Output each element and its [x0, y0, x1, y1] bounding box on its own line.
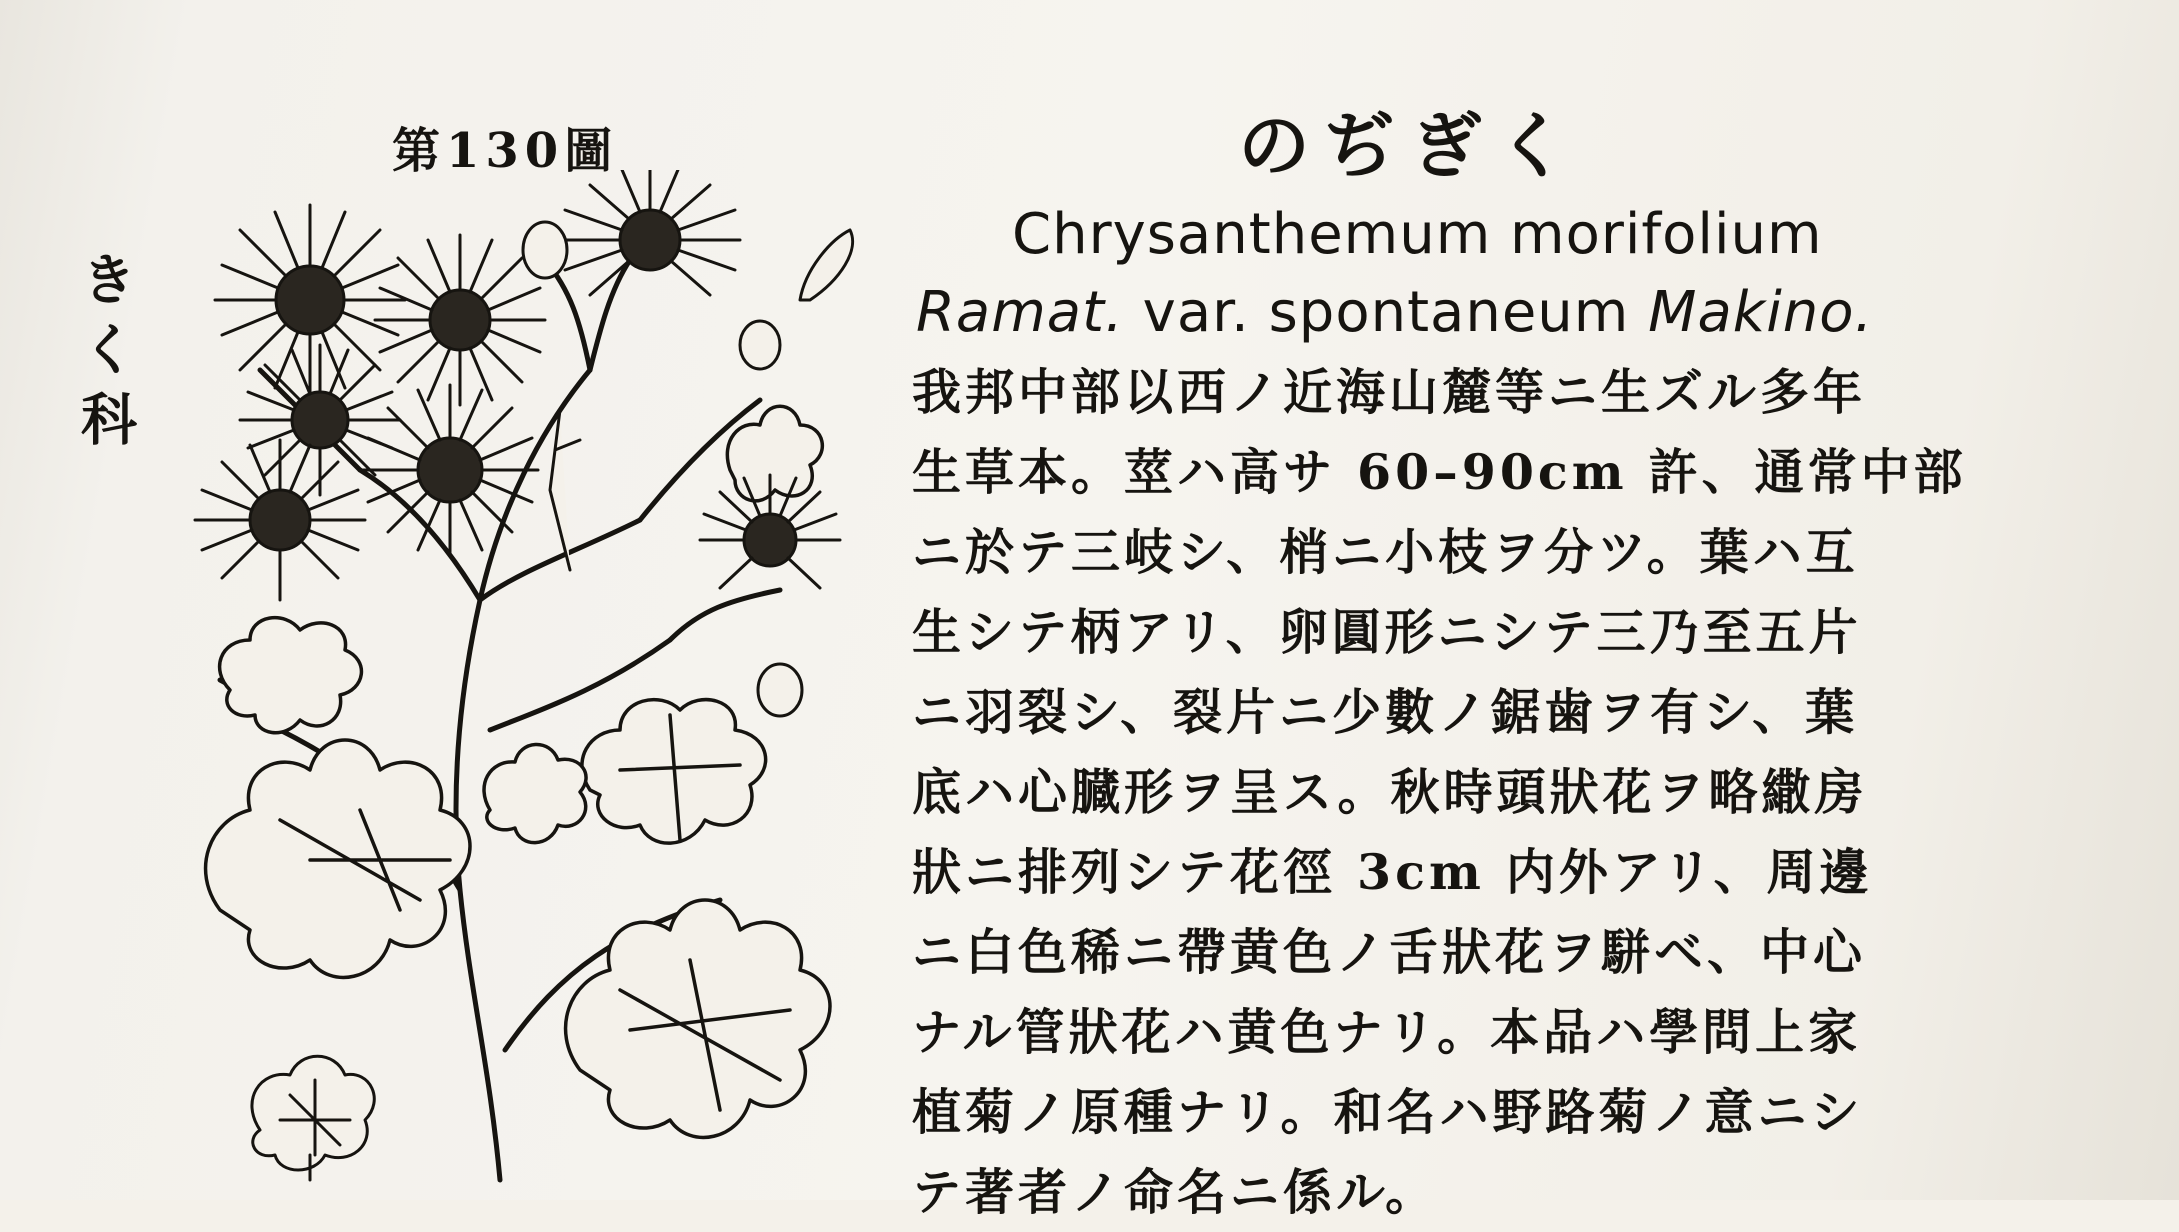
description-line: テ著者ノ命名ニ係ル。: [912, 1163, 1439, 1221]
scientific-name-line1: Chrysanthemum morifolium: [1012, 202, 1823, 267]
author-name: Ramat.: [916, 280, 1124, 345]
description-line: 我邦中部以西ノ近海山麓等ニ生ズル多年: [912, 363, 1867, 421]
description-line: 植菊ノ原種ナリ。和名ハ野路菊ノ意ニシ: [912, 1083, 1864, 1141]
plant-japanese-name: のぢぎく: [1238, 103, 1583, 188]
scientific-name: [916, 196, 1874, 352]
detached-flower: [252, 1056, 374, 1180]
description-line: ニ白色稀ニ帶黄色ノ舌狀花ヲ駢ベ、中心: [912, 923, 1867, 981]
description-line: 底ハ心臓形ヲ呈ス。秋時頭狀花ヲ略繖房: [912, 763, 1868, 821]
bleed-through-text: [1040, 100, 1062, 158]
variety-author: Makino.: [1648, 280, 1874, 345]
description-line: 狀ニ排列シテ花徑 3cm 内外アリ、周邊: [912, 843, 1873, 901]
description-line: 生草本。莖ハ高サ 60–90cm 許、通常中部: [912, 443, 1967, 501]
description-line: ナル管狀花ハ黄色ナリ。本品ハ學問上家: [912, 1003, 1862, 1061]
species-description: [912, 352, 1972, 1232]
description-line: 生シテ柄アリ、卵圓形ニシテ三乃至五片: [912, 603, 1862, 661]
scientific-name-line2: [916, 274, 1873, 352]
figure-number: 第130圖: [392, 123, 619, 179]
flower-heads: [195, 170, 840, 600]
description-line: ニ羽裂シ、裂片ニ少數ノ鋸歯ヲ有シ、葉: [912, 683, 1859, 741]
description-line: ニ於テ三岐シ、梢ニ小枝ヲ分ツ。葉ハ互: [912, 523, 1859, 581]
variety-name: var. spontaneum: [1142, 280, 1630, 345]
family-label: きく科: [72, 250, 138, 460]
plant-illustration: [160, 170, 870, 1190]
